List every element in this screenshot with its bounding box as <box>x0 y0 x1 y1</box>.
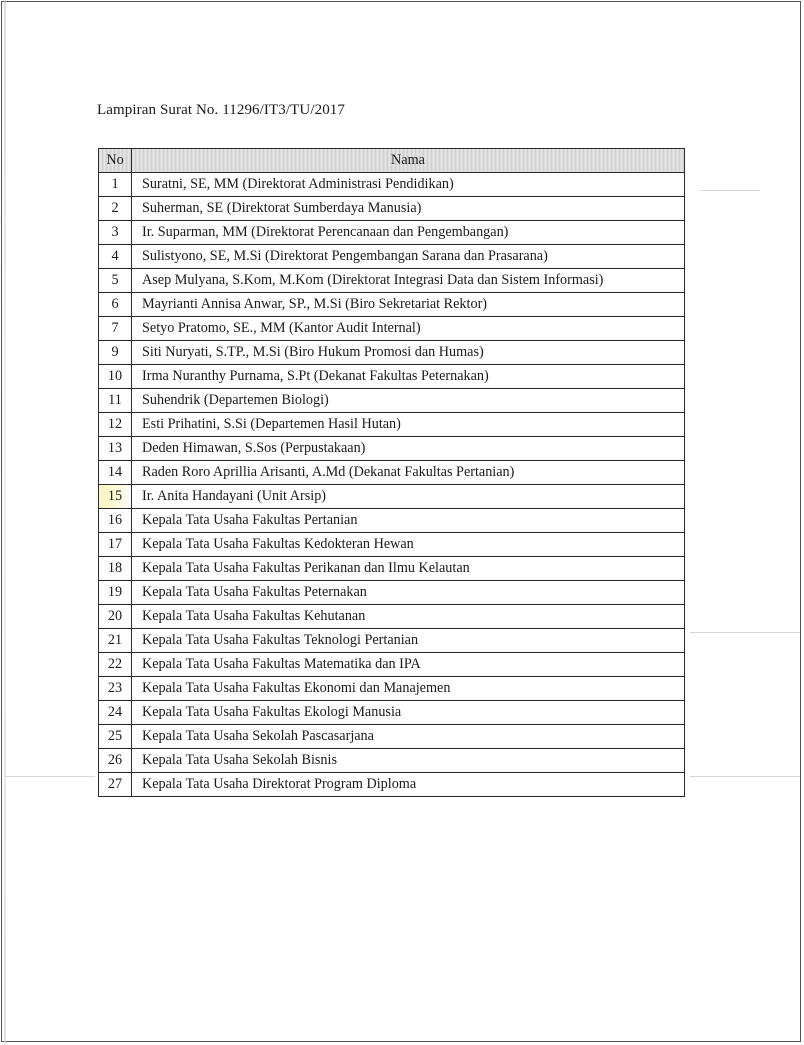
row-name: Kepala Tata Usaha Fakultas Peternakan <box>132 581 685 605</box>
row-number: 18 <box>99 557 132 581</box>
row-number: 21 <box>99 629 132 653</box>
document-heading: Lampiran Surat No. 11296/IT3/TU/2017 <box>97 102 346 118</box>
row-number: 23 <box>99 677 132 701</box>
table-row <box>99 701 685 725</box>
table-row <box>99 485 685 509</box>
table-row <box>99 341 685 365</box>
table-row <box>99 173 685 197</box>
row-name: Kepala Tata Usaha Fakultas Teknologi Pertanian <box>132 629 685 653</box>
row-number: 4 <box>99 245 132 269</box>
table-row <box>99 197 685 221</box>
table-row <box>99 413 685 437</box>
table-row <box>99 653 685 677</box>
table-row <box>99 245 685 269</box>
table-row <box>99 581 685 605</box>
scan-edge <box>4 0 6 1045</box>
column-header-no: No <box>99 149 132 173</box>
table-row <box>99 557 685 581</box>
row-number: 7 <box>99 317 132 341</box>
scan-artifact <box>690 776 800 777</box>
table-row <box>99 629 685 653</box>
row-name: Kepala Tata Usaha Direktorat Program Diploma <box>132 773 685 797</box>
row-name: Kepala Tata Usaha Fakultas Kehutanan <box>132 605 685 629</box>
row-name: Suratni, SE, MM (Direktorat Administrasi Pendidikan) <box>132 173 685 197</box>
row-number: 27 <box>99 773 132 797</box>
table-row <box>99 749 685 773</box>
row-name: Siti Nuryati, S.TP., M.Si (Biro Hukum Promosi dan Humas) <box>132 341 685 365</box>
row-number: 25 <box>99 725 132 749</box>
row-number: 6 <box>99 293 132 317</box>
row-number: 17 <box>99 533 132 557</box>
table-row <box>99 533 685 557</box>
row-number: 10 <box>99 365 132 389</box>
table-header-row <box>99 149 685 173</box>
row-name: Kepala Tata Usaha Fakultas Kedokteran Hewan <box>132 533 685 557</box>
row-name: Kepala Tata Usaha Fakultas Ekonomi dan Manajemen <box>132 677 685 701</box>
row-number: 19 <box>99 581 132 605</box>
row-number: 2 <box>99 197 132 221</box>
row-number: 20 <box>99 605 132 629</box>
row-name: Kepala Tata Usaha Fakultas Perikanan dan Ilmu Kelautan <box>132 557 685 581</box>
table-row <box>99 269 685 293</box>
row-name: Kepala Tata Usaha Fakultas Ekologi Manusia <box>132 701 685 725</box>
row-name: Kepala Tata Usaha Sekolah Pascasarjana <box>132 725 685 749</box>
row-number: 9 <box>99 341 132 365</box>
table-row <box>99 461 685 485</box>
row-number: 22 <box>99 653 132 677</box>
scan-artifact <box>690 632 800 633</box>
table-row <box>99 293 685 317</box>
scan-artifact <box>700 190 760 191</box>
row-name: Asep Mulyana, S.Kom, M.Kom (Direktorat Integrasi Data dan Sistem Informasi) <box>132 269 685 293</box>
table-row <box>99 365 685 389</box>
table-row <box>99 605 685 629</box>
row-number-highlighted: 15 <box>99 485 132 509</box>
row-name: Irma Nuranthy Purnama, S.Pt (Dekanat Fakultas Peternakan) <box>132 365 685 389</box>
row-number: 13 <box>99 437 132 461</box>
column-header-name: Nama <box>132 149 685 173</box>
row-name: Esti Prihatini, S.Si (Departemen Hasil Hutan) <box>132 413 685 437</box>
row-name: Kepala Tata Usaha Fakultas Matematika dan IPA <box>132 653 685 677</box>
row-name: Deden Himawan, S.Sos (Perpustakaan) <box>132 437 685 461</box>
row-number: 5 <box>99 269 132 293</box>
row-name: Kepala Tata Usaha Fakultas Pertanian <box>132 509 685 533</box>
row-number: 26 <box>99 749 132 773</box>
table-row <box>99 773 685 797</box>
table-row <box>99 389 685 413</box>
row-name: Ir. Suparman, MM (Direktorat Perencanaan dan Pengembangan) <box>132 221 685 245</box>
table-row <box>99 221 685 245</box>
row-number: 24 <box>99 701 132 725</box>
row-name: Suhendrik (Departemen Biologi) <box>132 389 685 413</box>
row-name: Suherman, SE (Direktorat Sumberdaya Manusia) <box>132 197 685 221</box>
table-row <box>99 437 685 461</box>
table-row <box>99 677 685 701</box>
table-row <box>99 725 685 749</box>
row-name: Kepala Tata Usaha Sekolah Bisnis <box>132 749 685 773</box>
row-name: Raden Roro Aprillia Arisanti, A.Md (Dekanat Fakultas Pertanian) <box>132 461 685 485</box>
attachment-table <box>98 148 685 797</box>
row-number: 11 <box>99 389 132 413</box>
scan-artifact <box>5 776 95 777</box>
row-number: 16 <box>99 509 132 533</box>
row-number: 12 <box>99 413 132 437</box>
row-name: Mayrianti Annisa Anwar, SP., M.Si (Biro Sekretariat Rektor) <box>132 293 685 317</box>
row-name: Setyo Pratomo, SE., MM (Kantor Audit Internal) <box>132 317 685 341</box>
row-number: 14 <box>99 461 132 485</box>
row-name: Ir. Anita Handayani (Unit Arsip) <box>132 485 685 509</box>
row-name: Sulistyono, SE, M.Si (Direktorat Pengembangan Sarana dan Prasarana) <box>132 245 685 269</box>
table-row <box>99 509 685 533</box>
row-number: 3 <box>99 221 132 245</box>
table-row <box>99 317 685 341</box>
row-number: 1 <box>99 173 132 197</box>
